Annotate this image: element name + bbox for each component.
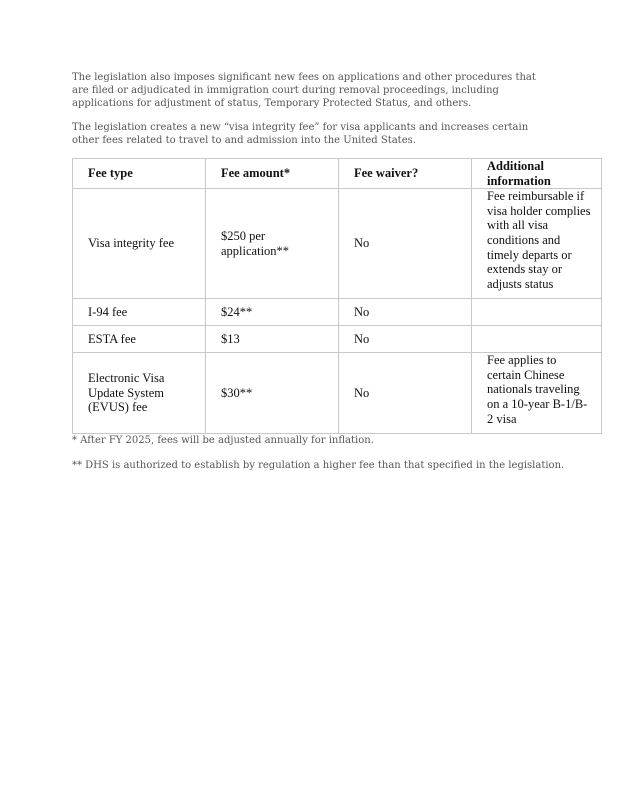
header-additional-information: Additional information (472, 159, 602, 189)
cell-additional-information: Fee reimbursable if visa holder complies with all visa conditions and timely departs or extends stay or adjusts status (472, 189, 602, 299)
cell-fee-waiver: No (339, 299, 472, 326)
intro-paragraph-visa-integrity: The legislation creates a new “visa integrity fee” for visa applicants and increases certain other fees related to travel to and admission into the United States. (72, 122, 529, 146)
cell-additional-information: Fee applies to certain Chinese nationals traveling on a 10-year B-1/B-2 visa (472, 353, 602, 434)
table-header-row (73, 159, 602, 189)
cell-fee-waiver: No (339, 326, 472, 353)
cell-fee-amount: $250 per application** (206, 189, 339, 299)
footnote-dhs-authority: ** DHS is authorized to establish by regulation a higher fee than that specified in the legislation. (72, 460, 565, 471)
cell-fee-type: ESTA fee (73, 326, 206, 353)
cell-fee-amount: $24** (206, 299, 339, 326)
cell-fee-amount: $13 (206, 326, 339, 353)
header-fee-amount: Fee amount* (206, 159, 339, 189)
cell-fee-type: Electronic Visa Update System (EVUS) fee (73, 353, 206, 434)
cell-fee-type: Visa integrity fee (73, 189, 206, 299)
table-row (73, 326, 602, 353)
fee-table (72, 158, 602, 434)
table-row (73, 299, 602, 326)
cell-additional-information (472, 326, 602, 353)
cell-additional-information (472, 299, 602, 326)
table-row (73, 189, 602, 299)
cell-fee-amount: $30** (206, 353, 339, 434)
footnote-inflation: * After FY 2025, fees will be adjusted annually for inflation. (72, 435, 374, 446)
intro-paragraph-fees: The legislation also imposes significant new fees on applications and other procedures that are filed or adjudicated in immigration court during removal proceedings, including applications for adjustment of status, Temporary Protected Status, and others. (72, 72, 536, 109)
header-fee-type: Fee type (73, 159, 206, 189)
header-fee-waiver: Fee waiver? (339, 159, 472, 189)
cell-fee-type: I-94 fee (73, 299, 206, 326)
cell-fee-waiver: No (339, 189, 472, 299)
table-row (73, 353, 602, 434)
cell-fee-waiver: No (339, 353, 472, 434)
